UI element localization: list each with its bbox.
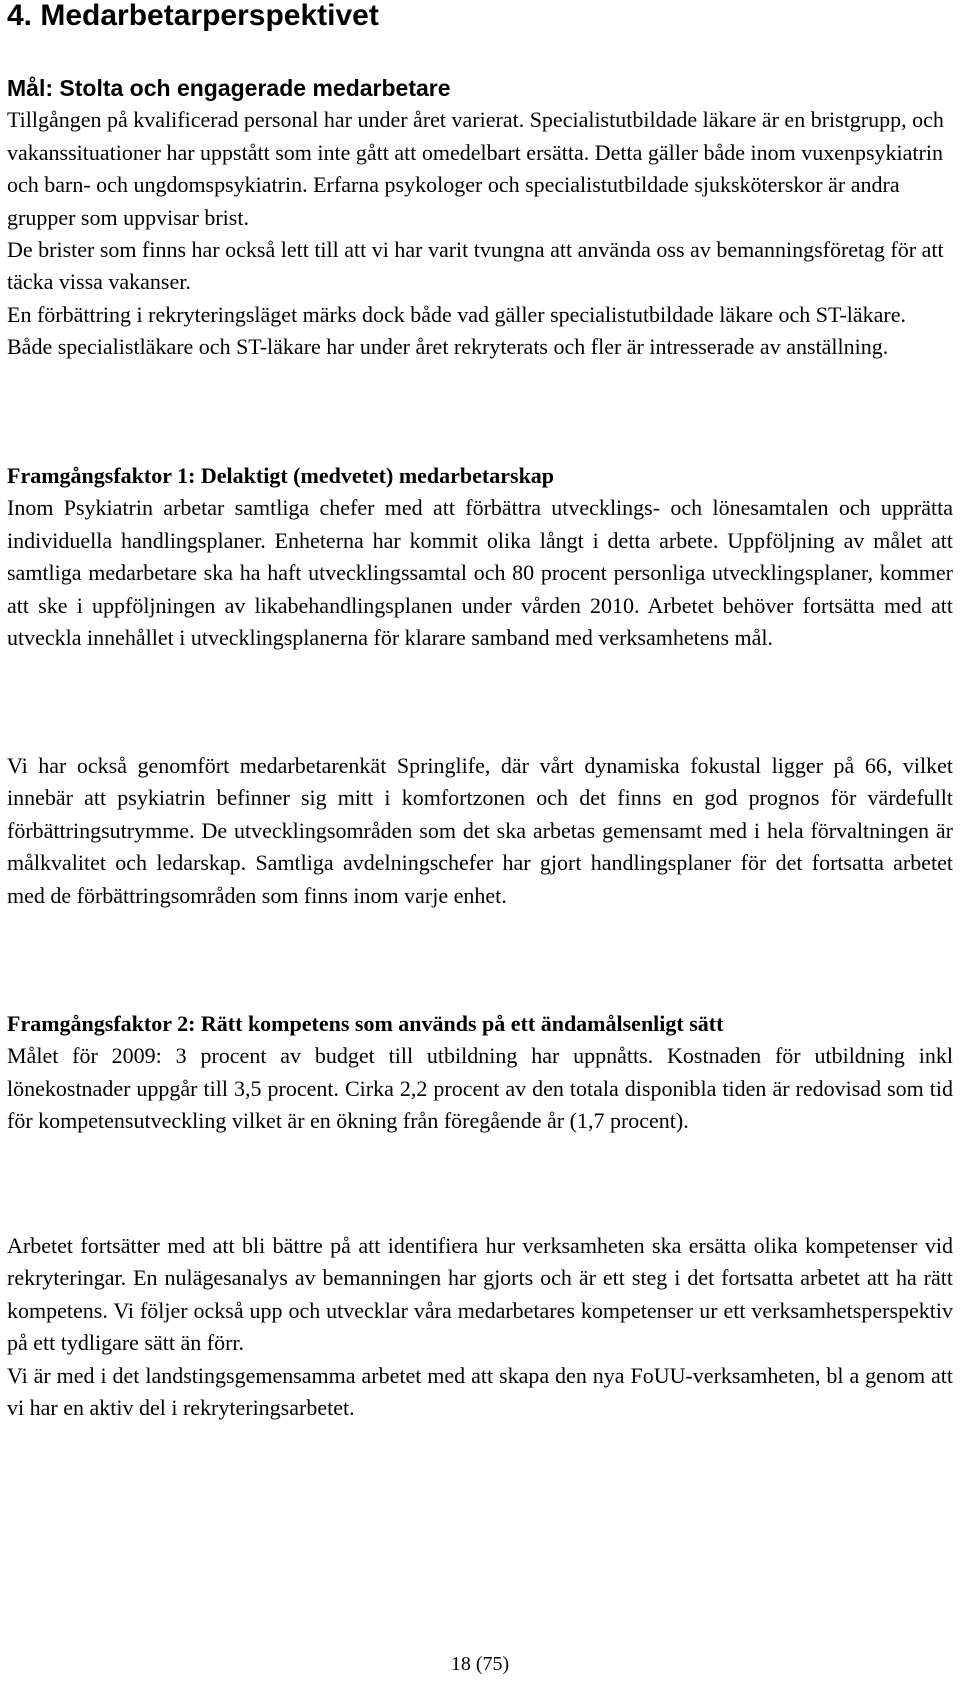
page-number: 18 (75) xyxy=(450,1653,510,1675)
goal-paragraph-3: En förbättring i rekryteringsläget märks dock både vad gäller specialistutbildade läkare och ST-läkare. Både specialistläkare och ST-läkare har under året rekryterats och fler är intresserade av anställning. xyxy=(7,301,907,360)
factor-2-paragraph-3: Vi är med i det landstingsgemensamma arbetet med att skapa den nya FoUU-verksamheten, bl a genom att vi har en aktiv del i rekryteringsarbetet. xyxy=(7,1362,953,1421)
factor-1-paragraph-2: Vi har också genomfört medarbetarenkät Springlife, där vårt dynamiska fokustal ligger på 66, vilket innebär att psykiatrin befinner sig mitt i komfortzonen och det finns en god prognos för värdefullt förbättringsutrymme. De utvecklingsområden som det ska arbetas gemensamt med i hela förvaltningen är målkvalitet och ledarskap. Samtliga avdelningschefer har gjort handlingsplaner för det fortsatta arbetet med de förbättringsområden som finns inom varje enhet. xyxy=(7,753,953,908)
goal-paragraph-1: Tillgången på kvalificerad personal har under året varierat. Specialistutbildade läkare är en bristgrupp, och vakanssituationer har uppstått som inte gått att omedelbart ersätta. Detta gäller både inom vuxenpsykiatrin och barn- och ungdomspsykiatrin. Erfarna psykologer och specialistutbildade sjuksköterskor är andra grupper som uppvisar brist. xyxy=(7,107,944,230)
factor-1-heading: Framgångsfaktor 1: Delaktigt (medvetet) medarbetarskap xyxy=(7,463,555,488)
factor-2-section xyxy=(7,1008,953,1138)
factor-2-heading: Framgångsfaktor 2: Rätt kompetens som används på ett ändamålsenligt sätt xyxy=(7,1011,724,1036)
goal-section xyxy=(7,72,953,364)
goal-heading: Mål: Stolta och engagerade medarbetare xyxy=(7,75,451,101)
factor-2-paragraph-1: Målet för 2009: 3 procent av budget till utbildning har uppnåtts. Kostnaden för utbildning inkl lönekostnader uppgår till 3,5 procent. Cirka 2,2 procent av den totala disponibla tiden är redovisad som tid för kompetensutveckling vilket är en ökning från föregående år (1,7 procent). xyxy=(7,1043,953,1134)
factor-2-continued xyxy=(7,1230,953,1424)
factor-2-paragraph-2: Arbetet fortsätter med att bli bättre på att identifiera hur verksamheten ska ersätta olika kompetenser vid rekryteringar. En nulägesanalys av bemanningen har gjorts och är ett steg i det fortsatta arbetet att ha rätt kompetens. Vi följer också upp och utvecklar våra medarbetares kompetenser ur ett verksamhetsperspektiv på ett tydligare sätt än förr. xyxy=(7,1233,953,1356)
factor-1-section xyxy=(7,460,953,654)
chapter-title: 4. Medarbetarperspektivet xyxy=(7,0,379,32)
goal-paragraph-2: De brister som finns har också lett till att vi har varit tvungna att använda oss av bemanningsföretag för att täcka vissa vakanser. xyxy=(7,237,944,295)
factor-1-continued xyxy=(7,750,953,912)
factor-1-paragraph-1: Inom Psykiatrin arbetar samtliga chefer med att förbättra utvecklings- och lönesamtalen och upprätta individuella handlingsplaner. Enheterna har kommit olika långt i detta arbete. Uppföljning av målet att samtliga medarbetare ska ha haft utvecklingssamtal och 80 procent personliga utvecklingsplaner, kommer att ske i uppföljningen av likabehandlingsplanen under vården 2010. Arbetet behöver fortsätta med att utveckla innehållet i utvecklingsplanerna för klarare samband med verksamhetens mål. xyxy=(7,495,953,651)
